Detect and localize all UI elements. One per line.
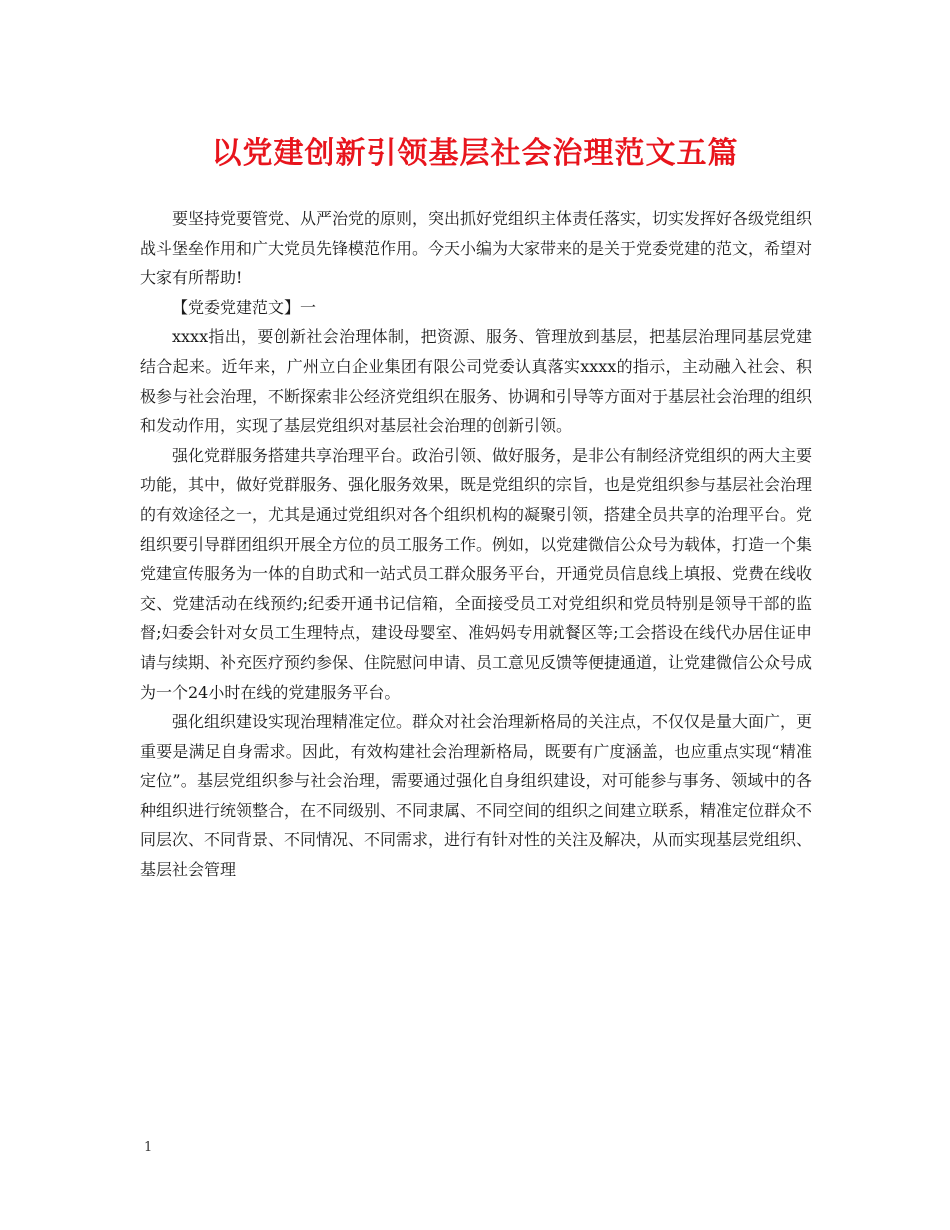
intro-paragraph: 要坚持党要管党、从严治党的原则，突出抓好党组织主体责任落实，切实发挥好各级党组织战斗堡垒作用和广大党员先锋模范作用。今天小编为大家带来的是关于党委党建的范文，希望对大家有所帮助! bbox=[140, 209, 813, 288]
body-paragraph: xxxx指出，要创新社会治理体制，把资源、服务、管理放到基层，把基层治理同基层党建结合起来。近年来，广州立白企业集团有限公司党委认真落实xxxx的指示，主动融入社会、积极参与社会治理，不断探索非公经济党组织在服务、协调和引导等方面对于基层社会治理的组织和发动作用，实现了基层党组织对基层社会治理的创新引领。 bbox=[140, 327, 813, 436]
page-number: 1 bbox=[144, 1140, 153, 1155]
body-paragraph: 强化组织建设实现治理精准定位。群众对社会治理新格局的关注点，不仅仅是量大面广，更重要是满足自身需求。因此，有效构建社会治理新格局，既要有广度涵盖，也应重点实现“精准定位”。基层党组织参与社会治理，需要通过强化自身组织建设，对可能参与事务、领域中的各种组织进行统领整合，在不同级别、不同隶属、不同空间的组织之间建立联系，精准定位群众不同层次、不同背景、不同情况、不同需求，进行有针对性的关注及解决，从而实现基层党组织、基层社会管理 bbox=[140, 712, 813, 880]
body-paragraph: 强化党群服务搭建共享治理平台。政治引领、做好服务，是非公有制经济党组织的两大主要功能，其中，做好党群服务、强化服务效果，既是党组织的宗旨，也是党组织参与基层社会治理的有效途径之一，尤其是通过党组织对各个组织机构的凝聚引领，搭建全员共享的治理平台。党组织要引导群团组织开展全方位的员工服务工作。例如，以党建微信公众号为载体，打造一个集党建宣传服务为一体的自助式和一站式员工群众服务平台，开通党员信息线上填报、党费在线收交、党建活动在线预约;纪委开通书记信箱，全面接受员工对党组织和党员特别是领导干部的监督;妇委会针对女员工生理特点，建设母婴室、准妈妈专用就餐区等;工会搭设在线代办居住证申请与续期、补充医疗预约参保、住院慰问申请、员工意见反馈等便捷通道，让党建微信公众号成为一个24小时在线的党建服务平台。 bbox=[140, 445, 813, 702]
document-body bbox=[140, 204, 812, 885]
section-heading: 【党委党建范文】一 bbox=[172, 297, 317, 317]
document-title: 以党建创新引领基层社会治理范文五篇 bbox=[211, 136, 739, 171]
